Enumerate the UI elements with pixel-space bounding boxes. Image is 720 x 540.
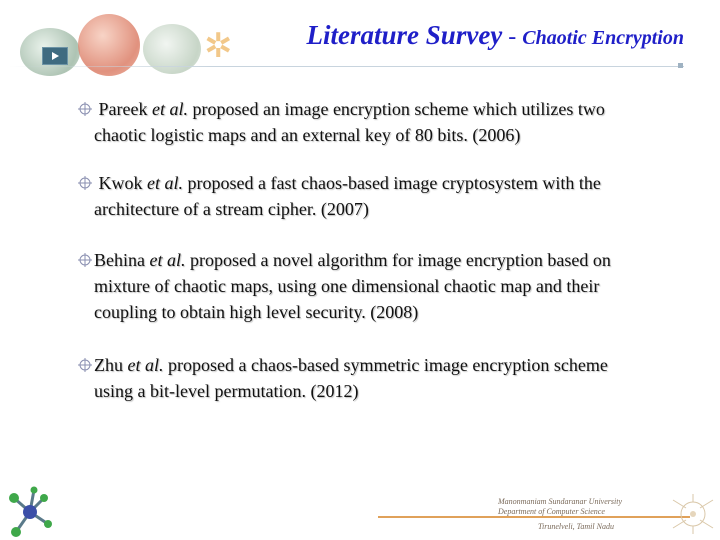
footer-institution bbox=[498, 497, 678, 531]
crosshair-bullet-icon bbox=[78, 102, 92, 116]
bullet-continuation: architecture of a stream cipher. (2007) bbox=[94, 199, 369, 219]
bullet-continuation: chaotic logistic maps and an external key of 80 bits. (2006) bbox=[94, 125, 521, 145]
title-separator: - bbox=[502, 24, 523, 50]
molecule-icon bbox=[0, 478, 64, 540]
et-al: et al. bbox=[147, 173, 183, 193]
bullet-continuation: using a bit-level permutation. (2012) bbox=[94, 381, 359, 401]
title-main: Literature Survey bbox=[306, 20, 503, 50]
circuit-decoration bbox=[668, 492, 718, 536]
footer-location: Tirunelveli, Tamil Nadu bbox=[538, 522, 614, 531]
crosshair-bullet-icon bbox=[78, 176, 92, 190]
bullet-continuation: coupling to obtain high level security. (2008) bbox=[94, 302, 419, 322]
crosshair-bullet-icon bbox=[78, 358, 92, 372]
slide-title bbox=[307, 20, 684, 51]
et-al: et al. bbox=[127, 355, 164, 375]
footer-department: Department of Computer Science bbox=[498, 507, 605, 516]
title-underline bbox=[8, 66, 684, 67]
bullet-text: proposed a chaos-based symmetric image encryption scheme bbox=[168, 355, 608, 375]
list-item bbox=[78, 352, 688, 404]
list-item bbox=[78, 96, 688, 148]
author-name: Kwok bbox=[98, 173, 143, 193]
bullet-text: proposed a novel algorithm for image encryption based on bbox=[190, 250, 611, 270]
list-item bbox=[78, 247, 688, 325]
bullet-continuation: mixture of chaotic maps, using one dimensional chaotic map and their bbox=[94, 276, 600, 296]
et-al: et al. bbox=[149, 250, 186, 270]
bullet-text: proposed a fast chaos-based image cryptosystem with the bbox=[187, 173, 601, 193]
play-icon[interactable] bbox=[42, 47, 68, 65]
footer-divider bbox=[378, 516, 690, 518]
title-subtitle: Chaotic Encryption bbox=[522, 27, 684, 49]
title-line-dot bbox=[678, 63, 683, 68]
gear-icon: ✲ bbox=[204, 28, 233, 65]
author-name: Zhu bbox=[94, 355, 123, 375]
et-al: et al. bbox=[151, 99, 188, 119]
footer-university: Manonmaniam Sundaranar University bbox=[498, 497, 622, 506]
crosshair-bullet-icon bbox=[78, 253, 92, 267]
bullet-text: proposed an image encryption scheme which utilizes two bbox=[192, 99, 605, 119]
list-item bbox=[78, 170, 688, 222]
author-name: Behina bbox=[94, 250, 145, 270]
author-name: Pareek bbox=[98, 99, 148, 119]
